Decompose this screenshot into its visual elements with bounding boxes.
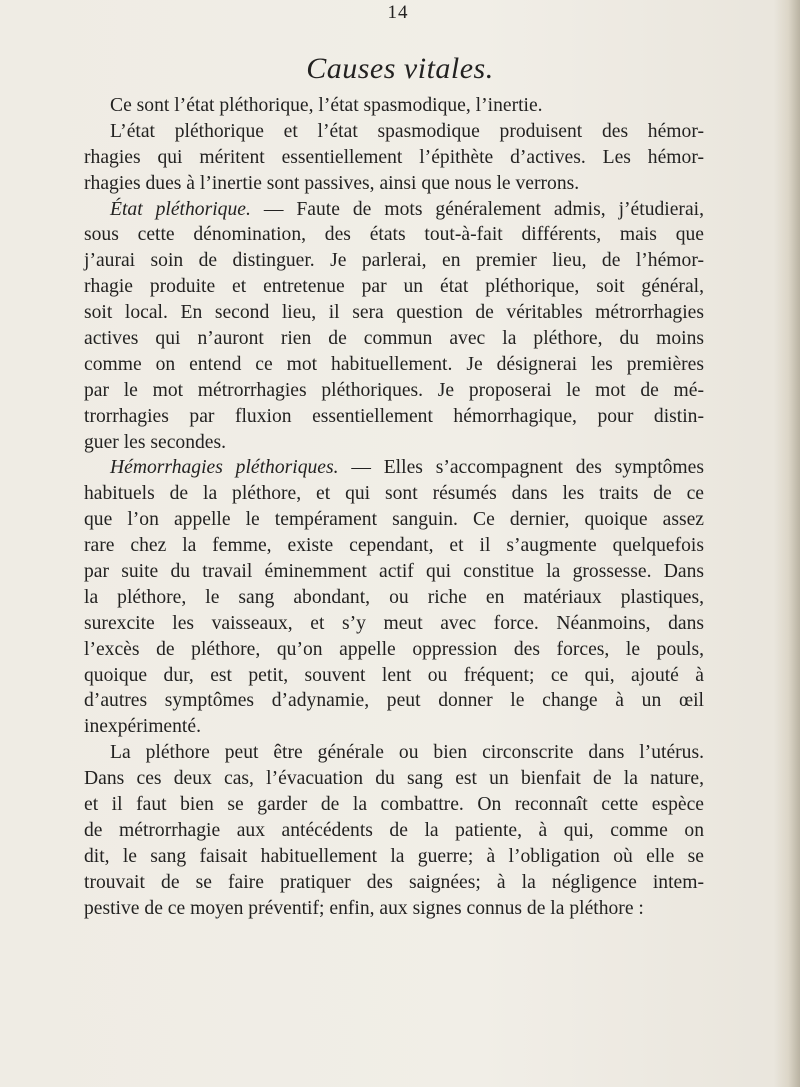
text-line: et il faut bien se garder de la combattre. On reconnaît cette espèce: [84, 794, 704, 816]
text-line: de métrorrhagie aux antécédents de la patiente, à qui, comme on: [84, 819, 704, 841]
text-line-with-heading: [84, 197, 704, 223]
text-line: surexcite les vaisseaux, et s’y meut avec force. Néanmoins, dans: [84, 612, 704, 634]
text-line: d’autres symptômes d’adynamie, peut donner le change à un œil: [84, 690, 704, 712]
text-line: inexpérimenté.: [84, 716, 201, 738]
text-line: Dans ces deux cas, l’évacuation du sang est un bienfait de la nature,: [84, 768, 704, 790]
body-text: [84, 93, 704, 922]
text-line: par suite du travail éminemment actif qui constitue la grossesse. Dans: [84, 561, 704, 583]
text-line: que l’on appelle le tempérament sanguin. Ce dernier, quoique assez: [84, 509, 704, 531]
text-line: La pléthore peut être générale ou bien circonscrite dans l’utérus.: [110, 742, 704, 764]
text-line: la pléthore, le sang abondant, ou riche en matériaux plastiques,: [84, 586, 704, 608]
paragraph-heading: État pléthorique.: [110, 198, 251, 220]
paragraph-heading: Hémorrhagies pléthoriques.: [110, 457, 339, 479]
text-line: rhagie produite et entretenue par un état pléthorique, soit général,: [84, 276, 704, 298]
text-line: guer les secondes.: [84, 431, 227, 453]
text-line: pestive de ce moyen préventif; enfin, aux signes connus de la pléthore :: [84, 897, 644, 919]
page-edge-shadow: [774, 0, 800, 1087]
text-line: Ce sont l’état pléthorique, l’état spasmodique, l’inertie.: [110, 95, 543, 116]
text-line: habituels de la pléthore, et qui sont résumés dans les traits de ce: [84, 483, 704, 505]
text-line: j’aurai soin de distinguer. Je parlerai, en premier lieu, de l’hémor-: [84, 250, 704, 272]
text-line: l’excès de pléthore, qu’on appelle oppression des forces, le pouls,: [84, 638, 704, 660]
text-line: L’état pléthorique et l’état spasmodique produisent des hémor-: [110, 120, 704, 142]
text-line: rare chez la femme, existe cependant, et il s’augmente quelquefois: [84, 535, 704, 557]
text-line-with-heading: [84, 455, 704, 481]
text-line: par le mot métrorrhagies pléthoriques. Je proposerai le mot de mé-: [84, 379, 704, 401]
text-line: soit local. En second lieu, il sera question de véritables métrorrhagies: [84, 302, 704, 324]
text-line: trouvait de se faire pratiquer des saignées; à la négligence intem-: [84, 871, 704, 893]
text-line: trorrhagies par fluxion essentiellement hémorrhagique, pour distin-: [84, 405, 704, 427]
text-line: dit, le sang faisait habituellement la guerre; à l’obligation où elle se: [84, 845, 704, 867]
page-number: 14: [387, 2, 409, 23]
section-title: Causes vitales.: [306, 52, 494, 85]
text-line: rhagies dues à l’inertie sont passives, ainsi que nous le verrons.: [84, 172, 580, 194]
text-line: actives qui n’auront rien de commun avec la pléthore, du moins: [84, 328, 704, 350]
text-line: — Elles s’accompagnent des symptômes: [338, 457, 704, 479]
text-line: — Faute de mots généralement admis, j’étudierai,: [250, 198, 704, 220]
text-line: rhagies qui méritent essentiellement l’épithète d’actives. Les hémor-: [84, 146, 704, 168]
text-line: sous cette dénomination, des états tout-à-fait différents, mais que: [84, 224, 704, 246]
text-line: quoique dur, est petit, souvent lent ou fréquent; ce qui, ajouté à: [84, 664, 704, 686]
text-line: comme on entend ce mot habituellement. Je désignerai les premières: [84, 353, 704, 375]
